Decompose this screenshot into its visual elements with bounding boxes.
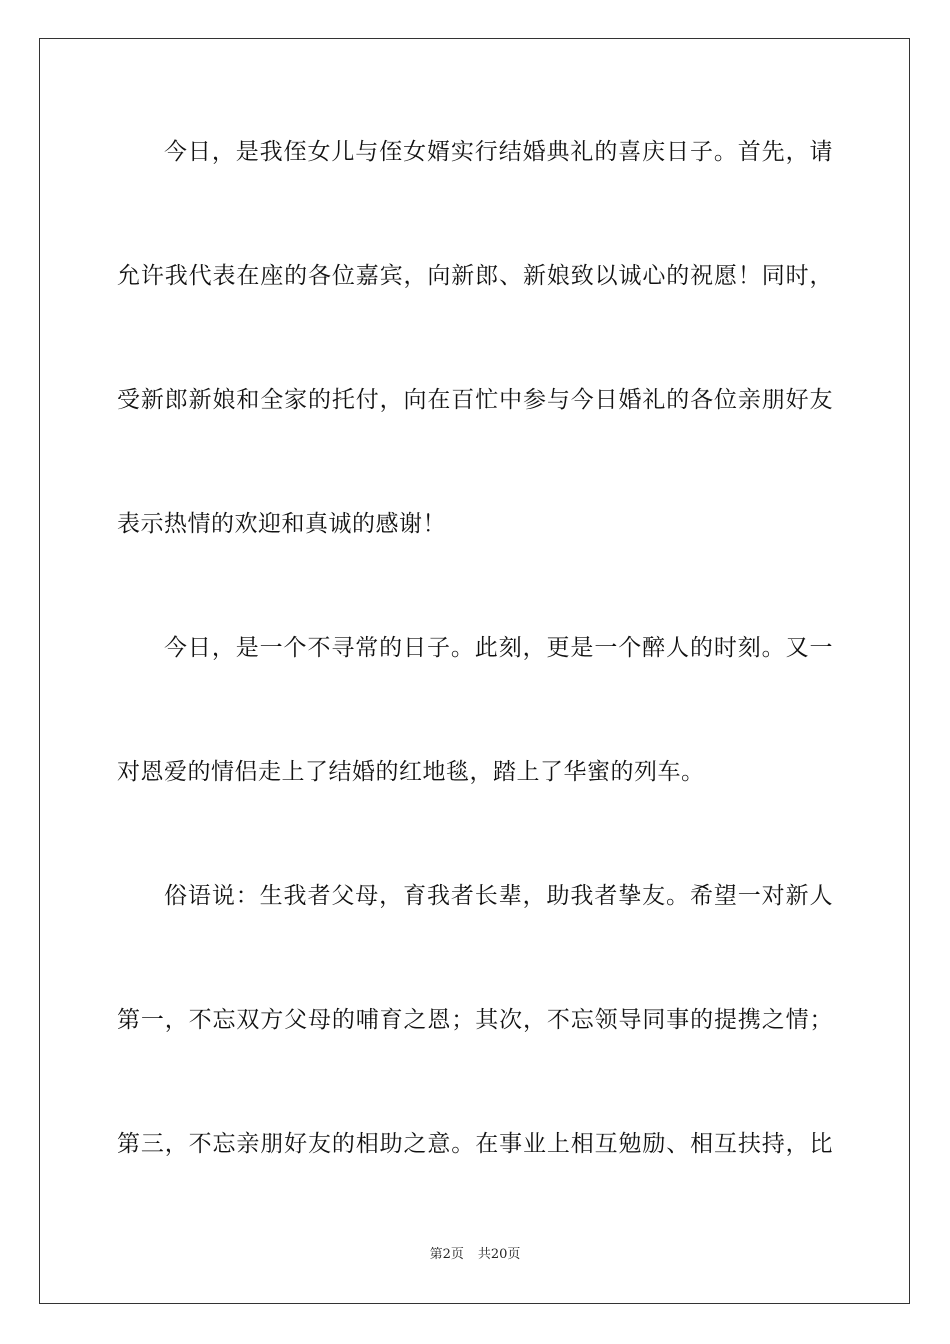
body-line-9: 第三，不忘亲朋好友的相助之意。在事业上相互勉励、相互扶持，比	[117, 1131, 833, 1157]
body-line-7: 俗语说：生我者父母，育我者长辈，助我者挚友。希望一对新人	[164, 883, 833, 909]
body-line-1: 今日，是我侄女儿与侄女婿实行结婚典礼的喜庆日子。首先，请	[164, 139, 833, 165]
page-number: 第2页	[429, 1247, 464, 1262]
body-line-4: 表示热情的欢迎和真诚的感谢！	[117, 511, 446, 537]
body-line-6: 对恩爱的情侣走上了结婚的红地毯，踏上了华蜜的列车。	[117, 759, 705, 785]
body-line-8: 第一，不忘双方父母的哺育之恩；其次，不忘领导同事的提携之情；	[117, 1007, 833, 1033]
page-footer	[0, 1246, 950, 1264]
body-line-5: 今日，是一个不寻常的日子。此刻，更是一个醉人的时刻。又一	[164, 635, 833, 661]
body-line-2: 允许我代表在座的各位嘉宾，向新郎、新娘致以诚心的祝愿！同时，	[117, 263, 833, 289]
page-frame	[39, 38, 910, 1304]
page-total: 共20页	[477, 1247, 521, 1262]
body-line-3: 受新郎新娘和全家的托付，向在百忙中参与今日婚礼的各位亲朋好友	[117, 387, 833, 413]
